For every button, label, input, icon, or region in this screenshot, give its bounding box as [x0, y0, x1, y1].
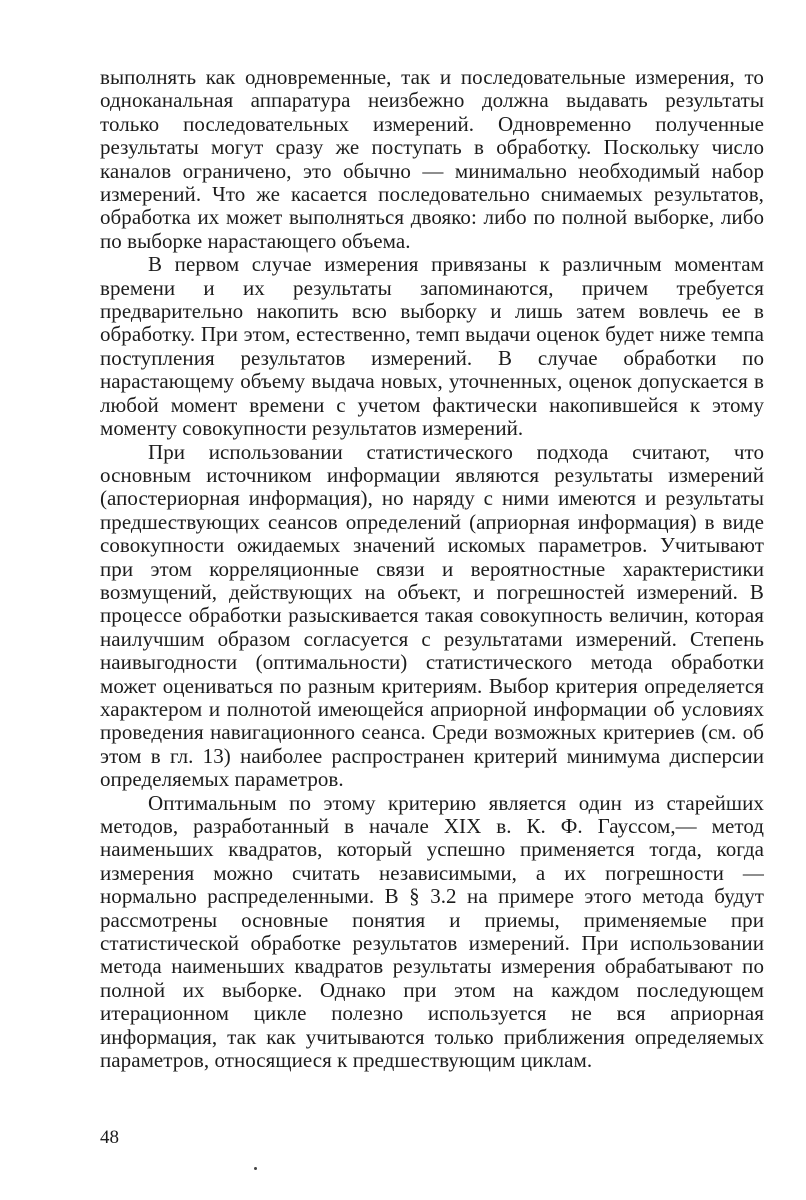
paragraph-continued: выполнять как одновременные, так и последовательные измерения, то одноканальная аппаратура неизбежно должна выдавать результаты только последовательных измерений. Одновременно полученные результаты могут сразу же поступать в обработку. Поскольку число каналов ограничено, это обычно — минимально необходимый набор измерений. Что же касается последовательно снимаемых результатов, обработка их может выполняться двояко: либо по полной выборке, либо по выборке нарастающего объема. — [100, 65, 764, 253]
paragraph-statistical-approach: При использовании статистического подхода считают, что основным источником информации являются результаты измерений (апостериорная информация), но наряду с ними имеются и результаты предшествующих сеансов определений (априорная информация) в виде совокупности ожидаемых значений искомых параметров. Учитывают при этом корреляционные связи и вероятностные характеристики возмущений, действующих на объект, и погрешностей измерений. В процессе обработки разыскивается такая совокупность величин, которая наилучшим образом согласуется с результатами измерений. Степень наивыгодности (оптимальности) статистического метода обработки может оцениваться по разным критериям. Выбор критерия определяется характером и полнотой имеющейся априорной информации об условиях проведения навигационного сеанса. Среди возможных критериев (см. об этом в гл. 13) наиболее распространен критерий минимума дисперсии определяемых параметров. — [100, 439, 764, 792]
paragraph-measurement-moments: В первом случае измерения привязаны к различным моментам времени и их результаты запоминаются, причем требуется предварительно накопить всю выборку и лишь затем вовлечь ее в обработку. При этом, естественно, темп выдачи оценок будет ниже темпа поступления результатов измерений. В случае обработки по нарастающему объему выдача новых, уточненных, оценок допускается в любой момент времени с учетом фактически накопившейся к этому моменту совокупности результатов измерений. — [100, 252, 764, 441]
page-number: 48 — [100, 1127, 119, 1148]
scan-speck — [254, 1167, 257, 1170]
paragraph-least-squares: Оптимальным по этому критерию является один из старейших методов, разработанный в начале XIX в. К. Ф. Гауссом,— метод наименьших квадратов, который успешно применяется тогда, когда измерения можно считать независимыми, а их погрешности — нормально распределенными. В § 3.2 на примере этого метода будут рассмотрены основные понятия и приемы, применяемые при статистической обработке результатов измерений. При использовании метода наименьших квадратов результаты измерения обрабатывают по полной их выборке. Однако при этом на каждом последующем итерационном цикле полезно используется не вся априорная информация, так как учитываются только приближения определяемых параметров, относящиеся к предшествующим циклам. — [100, 790, 764, 1073]
body-text — [100, 66, 764, 1072]
